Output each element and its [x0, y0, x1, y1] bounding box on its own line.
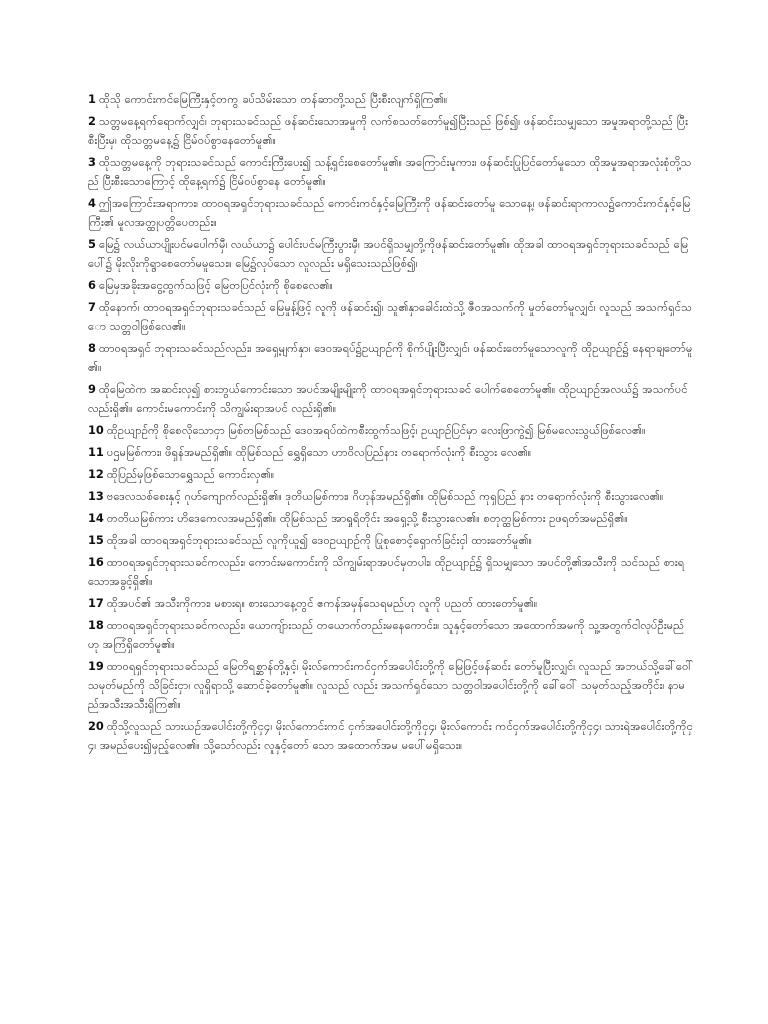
verse-text: ထိုပြည်မှဖြစ်သောရွှေသည် ကောင်းလှ၏။	[106, 467, 275, 481]
verse-paragraph	[88, 487, 694, 506]
verse-number: 8	[88, 341, 96, 355]
verse-paragraph	[88, 112, 694, 150]
verse-paragraph	[88, 443, 694, 462]
verse-paragraph	[88, 717, 694, 755]
verse-list	[88, 90, 694, 755]
verse-paragraph	[88, 276, 694, 295]
verse-number: 20	[88, 719, 104, 733]
verse-paragraph	[88, 657, 694, 714]
verse-paragraph	[88, 509, 694, 528]
verse-paragraph	[88, 153, 694, 191]
verse-paragraph	[88, 553, 694, 591]
verse-paragraph	[88, 194, 694, 232]
verse-number: 1	[88, 92, 96, 106]
verse-text: ထိုသို ကောင်းကင်မြေကြီးနှင့်တကွ ခပ်သိမ်းသော တန်ဆာတို့သည် ပြီးစီးလျက်ရှိကြ၏။	[98, 92, 448, 106]
verse-text: ထိုသတ္တမနေ့ကို ဘုရားသခင်သည် ကောင်းကြီးပေး၍ သန့်ရှင်းစေတော်မူ၏။ အကြောင်းမူကား၊ ဖန်ဆင်းပြုပြင်တော်မူသော ထိုအမှုအရာအလုံးစုံတို့သည် ပြီးစီးသောကြောင့် ထိုနေ့ရက်၌ ငြိမ်ဝပ်စွာနေ တော်မူ၏။	[88, 155, 692, 188]
verse-paragraph	[88, 616, 694, 654]
verse-number: 16	[88, 555, 104, 569]
verse-number: 18	[88, 618, 104, 632]
verse-text: ထိုအခါ ထာဝရအရှင်ဘုရားသခင်သည် လူကိုယူ၍ ဒေဝဥယျာဉ်ကို ပြုစုစောင့်ရှောက်ခြင်းငှါ ထားတော်မူ၏။	[106, 533, 533, 547]
verse-text: မြေမှအခိုးအငွေ့ထွက်သဖြင့် မြေတပြင်လုံးကို စိုစေလေ၏။	[98, 278, 333, 292]
verse-text: မြေ၌ လယ်ယာပျိုးပင်မပေါက်မှီ၊ လယ်ယာ၌ ပေါင်းပင်မကြီးပွားမှီ၊ အပင်ရှိသမျှတို့ကိုဖန်ဆင်းတော်မူ၏။ ထိုအခါ ထာဝရအရှင်ဘုရားသခင်သည် မြေပေါ်၌ မိုးလိုးကိုရွာစေတော်မမူသေး။ မြေ၌လုပ်သော လူလည်း မရှိသေးသည်ဖြစ်၍၊	[88, 237, 689, 270]
verse-number: 7	[88, 300, 96, 314]
verse-paragraph	[88, 380, 694, 418]
verse-number: 10	[88, 423, 104, 437]
verse-paragraph	[88, 235, 694, 273]
verse-paragraph	[88, 531, 694, 550]
verse-number: 17	[88, 596, 104, 610]
verse-text: သတ္တမနေ့ရက်ရောက်လျှင်၊ ဘုရားသခင်သည် ဖန်ဆင်းသောအမှုကို လက်စသတ်တော်မူ၍ပြီးသည် ဖြစ်၍၊ ဖန်ဆင်းသမျှသော အမှုအရာတို့သည် ပြီးစီးပြီးမှ၊ ထိုသတ္တမနေ့၌ ငြိမ်ဝပ်စွာနေတော်မူ၏။	[88, 114, 688, 147]
verse-number: 4	[88, 196, 96, 210]
verse-paragraph	[88, 90, 694, 109]
document-page	[88, 90, 694, 930]
verse-text: ပဌမမြစ်ကား၊ ဖိရှန်အမည်ရှိ၏။ ထိုမြစ်သည် ရွှေရှိသော ဟာဝိလပြည်နား တရောက်လုံးကို စီးသွား လေ၏။	[106, 445, 532, 459]
verse-paragraph	[88, 421, 694, 440]
verse-number: 15	[88, 533, 104, 547]
verse-number: 3	[88, 155, 96, 169]
verse-text: ထိုနောက်၊ ထာဝရအရှင်ဘုရားသခင်သည် မြေမှုန့်ဖြင့် လူကို ဖန်ဆင်း၍၊ သူ၏နှာခေါင်းထဲသို့ ဇီဝအသက်ကို မှုတ်တော်မူလျှင်၊ လူသည် အသက်ရှင်သော သတ္တဝါဖြစ်လေ၏။	[88, 300, 693, 333]
verse-text: ထာဝရရှင်ဘုရားသခင်သည် မြေတိရစ္ဆာန်တို့နှင့်၊ မိုးလ်ကောင်းကင်ငှက်အပေါင်းတို့ကို မြေဖြင့်ဖန်ဆင်း တော်မူပြီးလျှင်၊ လူသည် အဘယ်သို့ခေါ်ဝေါ်သမုတ်မည်ကို သိခြင်းငှာ၊ လူရှိရာသို့ ဆောင်ခဲ့တော်မူ၏။ လူသည် လည်း အသက်ရှင်သော သတ္တဝါအပေါင်းတို့ကို ခေါ်ဝေါ် သမုတ်သည့်အတိုင်း၊ နာမည်အသီးအသီးရှိကြ၏။	[88, 659, 694, 711]
verse-paragraph	[88, 339, 694, 377]
verse-text: ထိုဥယျာဉ်ကို စိုစေလိုသောငှာ မြစ်တမြစ်သည် ဒေဝအရပ်ထဲကစီးထွက်သဖြင့်၊ ဥယျာဉ်ပြင်မှာ လေးဖြာကွဲ၍ မြစ်မလေးသွယ်ဖြစ်လေ၏။	[106, 423, 646, 437]
verse-number: 11	[88, 445, 104, 459]
verse-paragraph	[88, 298, 694, 336]
verse-text: ထာဝရအရှင် ဘုရားသခင်သည်လည်း၊ အရှေ့မျက်နှာ၊ ဒေဝအရပ်၌ဥယျာဉ်ကို စိုက်ပျိုးပြီးလျှင်၊ ဖန်ဆင်းတော်မူသောလူကို ထိုဥယျာဉ်၌ နေရာချတော်မူ၏။	[88, 341, 693, 374]
verse-text: ထာဝရအရှင်ဘုရားသခင်ကလည်း၊ ကောင်းမကောင်းကို သိကျွမ်းရာအပင်မှတပါး၊ ထိုဥယျာဉ်၌ ရှိသမျှသော အပင်တို့၏အသီးကို သင်သည် စားရသောအခွင့်ရှိ၏။	[88, 555, 685, 588]
verse-text: ထိုသို့လူသည် သားယဉ်အပေါင်းတို့ကိုငှ၄၊ မိုးလ်ကောင်းကင် ငှက်အပေါင်းတို့ကိုငှ၄၊ မိုးလ်ကောင်း ကင်ငှက်အပေါင်းတို့ကိုငှ၄၊ သားရဲအပေါင်းတို့ကိုငှ၄၊ အမည်ပေး၍မှည့်လေ၏။ သို့သော်လည်း လူနှင့်တော် သော အထောက်အမ မပေါ်မရှိသေး။	[88, 719, 693, 752]
verse-number: 9	[88, 382, 96, 396]
verse-number: 14	[88, 511, 104, 525]
verse-paragraph	[88, 465, 694, 484]
verse-paragraph	[88, 594, 694, 613]
verse-text: ထာဝရအရှင်ဘုရားသခင်ကလည်း၊ ယောကျ်ားသည် တယောက်တည်းမနေကောင်း။ သူနှင့်တော်သော အထောက်အမကို သူ့အတွက်ငါလုပ်ဦးမည်ဟု အကြံရှိတော်မူ၏။	[88, 618, 685, 651]
verse-number: 12	[88, 467, 104, 481]
verse-number: 6	[88, 278, 96, 292]
verse-number: 5	[88, 237, 96, 251]
verse-text: ထိုအပင်၏ အသီးကိုကား၊ မစားရ။ စားသောနေ့တွင် ဧကန်အမှန်သေရမည်ဟု လူကို ပညတ် ထားတော်မူ၏။	[106, 596, 538, 610]
verse-number: 19	[88, 659, 104, 673]
verse-text: ထိုမြေထဲက အဆင်းလှ၍ စားဘွယ်ကောင်းသော အပင်အမျိုးမျိုးကို ထာဝရအရှင်ဘုရားသခင် ပေါက်စေတော်မူ၏။ ထိုဥယျာဉ်အလယ်၌ အသက်ပင်လည်းရှိ၏။ ကောင်းမကောင်းကို သိကျွမ်းရာအပင် လည်းရှိ၏။	[88, 382, 688, 415]
verse-number: 13	[88, 489, 104, 503]
verse-text: ဤအကြောင်းအရာကား၊ ထာဝရအရှင်ဘုရားသခင်သည် ကောင်းကင်နှင့်မြေကြီးကို ဖန်ဆင်းတော်မူ သောနေ့၊ ဖန်ဆင်းရာကာလ၌ကောင်းကင်နှင့်မြေကြီး၏ မူလအတ္ထုပတ္တိပေတည်း။	[88, 196, 691, 229]
verse-number: 2	[88, 114, 96, 128]
verse-text: ဗဒေလသစ်စေးနှင့် ဂုဟ်ကျောက်လည်းရှိ၏။ ဒုတိယမြစ်ကား၊ ဂိဟုန်အမည်ရှိ၏။ ထိုမြစ်သည် ကုရှပြည် နား တရောက်လုံးကို စီးသွားလေ၏။	[106, 489, 664, 503]
verse-text: တတိယမြစ်ကား ဟိဒေကေလအမည်ရှိ၏။ ထိုမြစ်သည် အာရှုရိတိုင်း အရှေ့သို့ စီးသွားလေ၏။ စတုတ္ထမြစ်ကား ဥဖရတ်အမည်ရှိ၏။	[106, 511, 628, 525]
